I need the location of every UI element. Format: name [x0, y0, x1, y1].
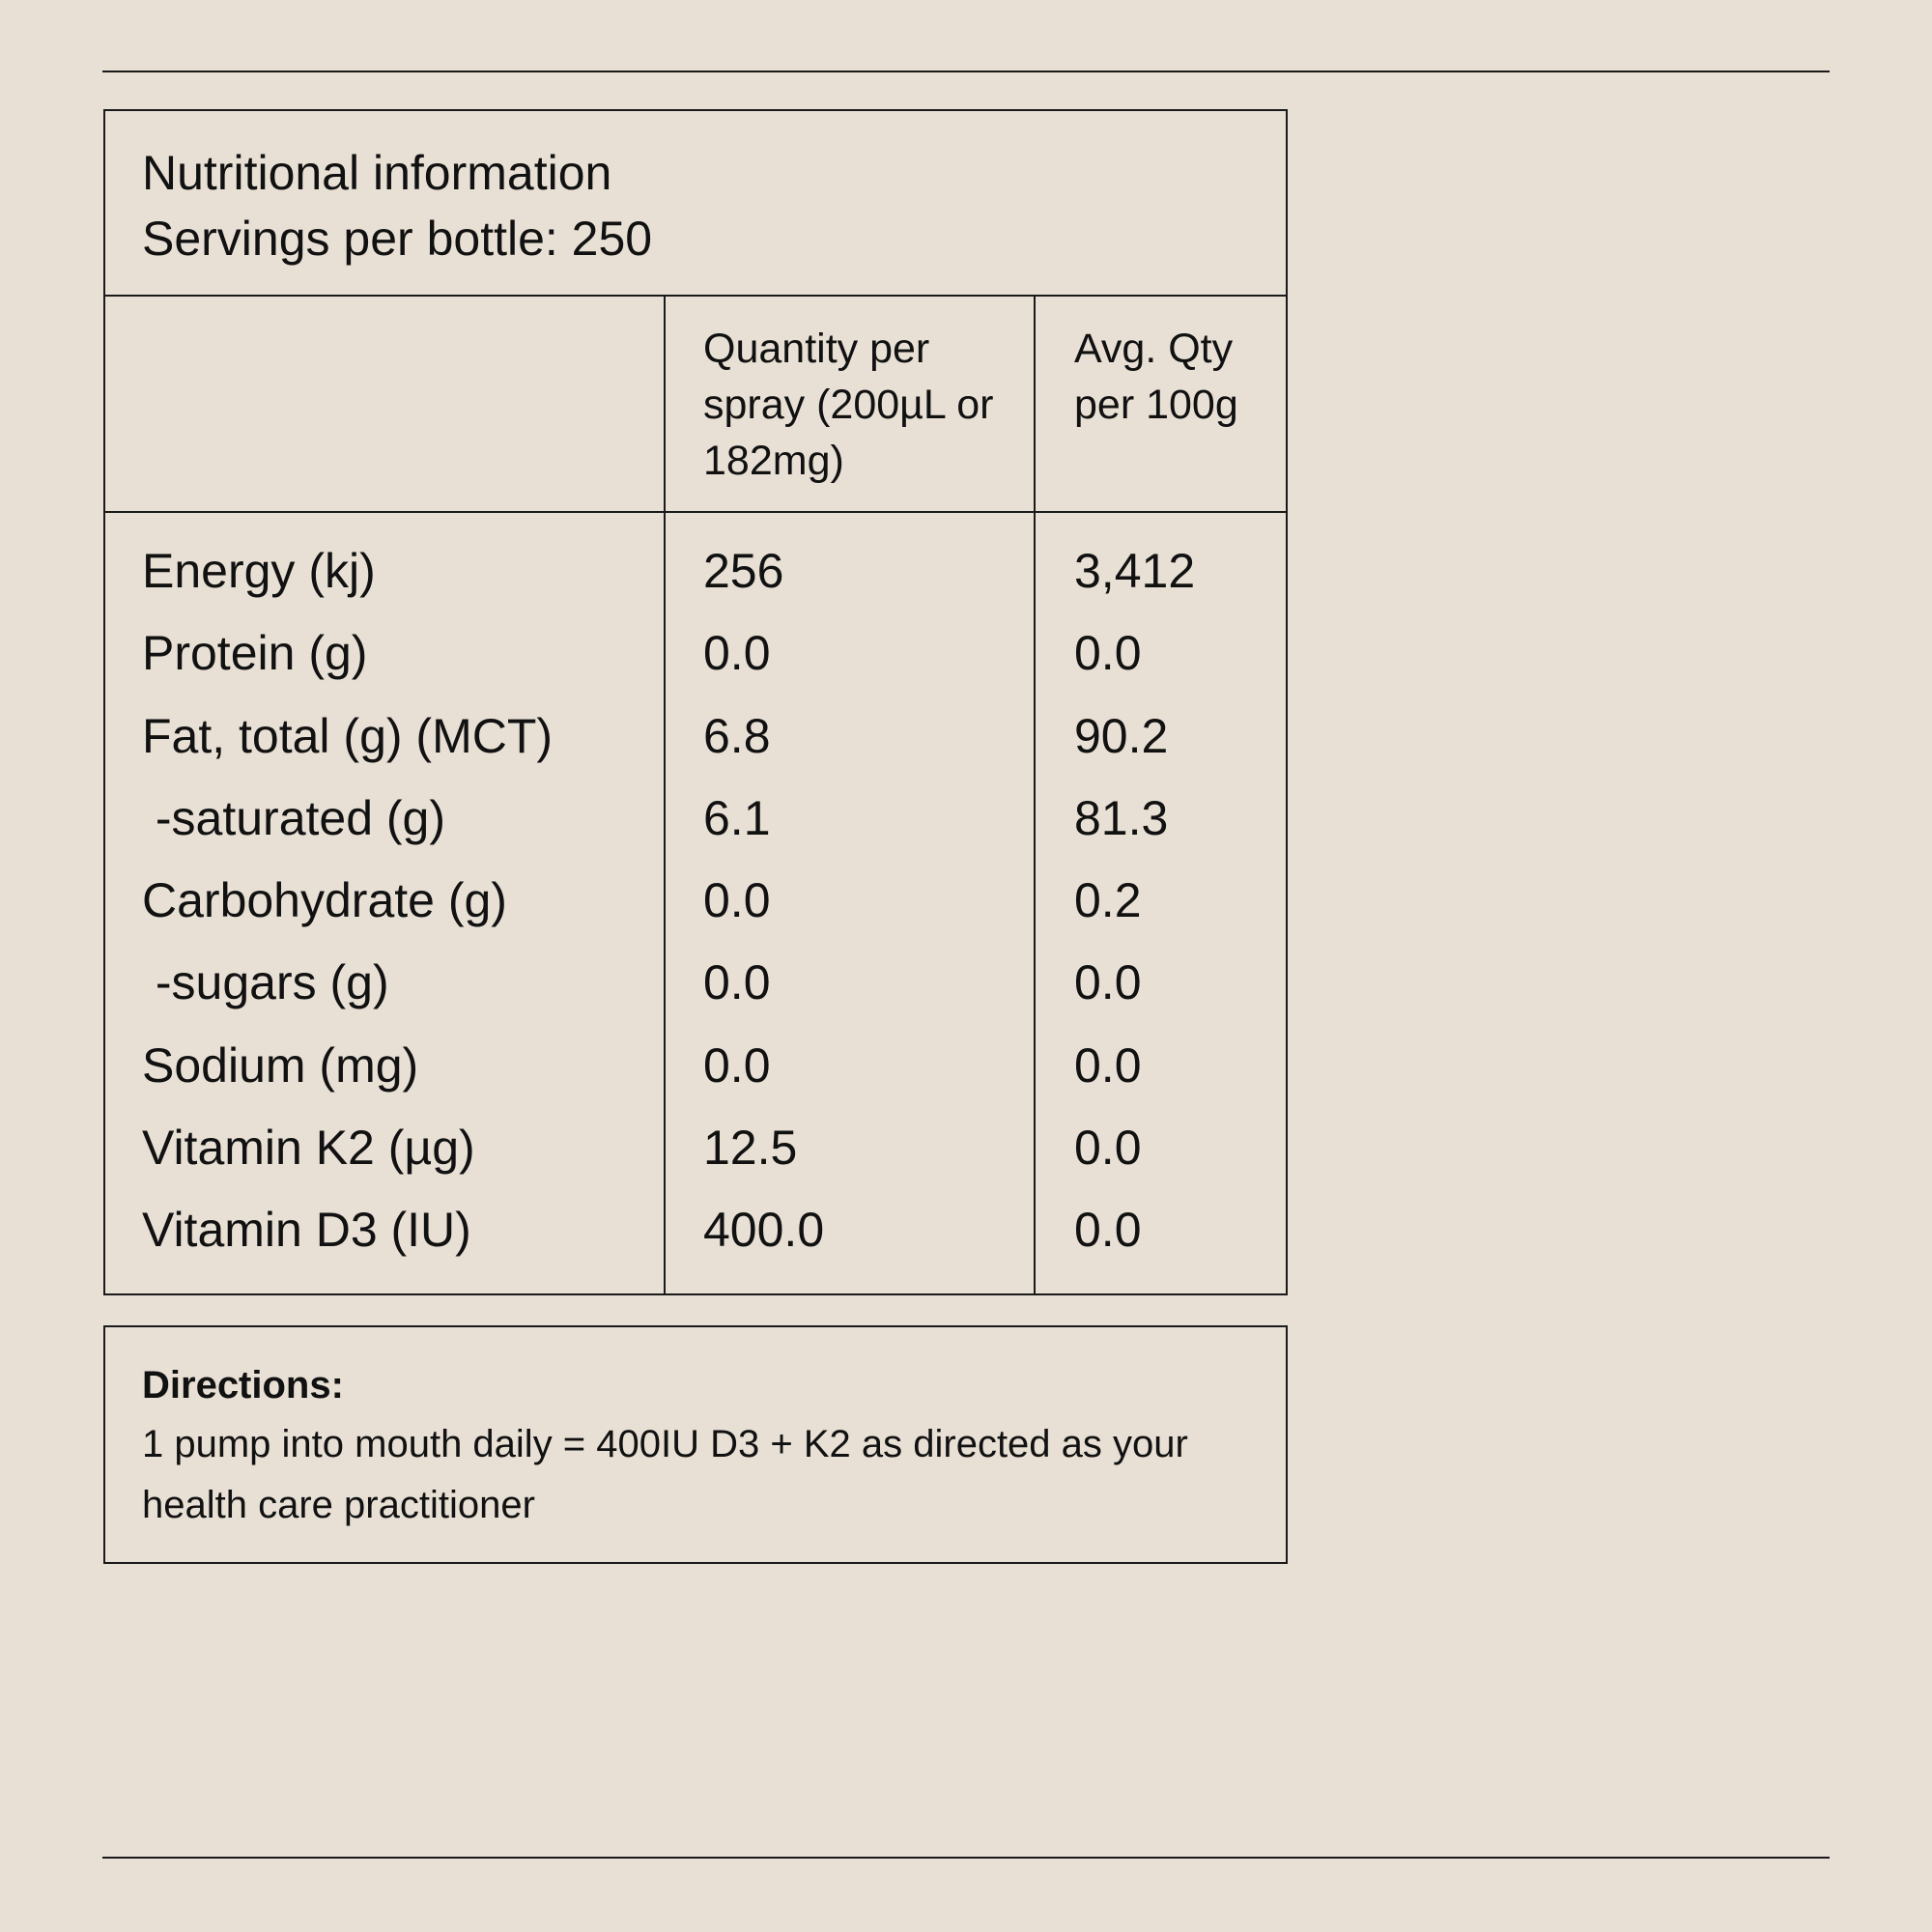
table-row: [105, 871, 1286, 953]
nutrition-header: [105, 111, 1286, 297]
servings-per-bottle: Servings per bottle: 250: [142, 212, 653, 266]
column-header-per-serving: Quantity per spray (200µL or 182mg): [703, 326, 994, 484]
per-serving-value: 0.0: [703, 955, 771, 1010]
per-serving-value: 12.5: [703, 1121, 798, 1176]
nutrient-name: Sodium (mg): [142, 1037, 419, 1093]
table-row: [105, 542, 1286, 624]
directions-title: Directions:: [142, 1364, 344, 1406]
per-serving-value: 0.0: [703, 873, 771, 928]
nutrient-name: Vitamin D3 (IU): [142, 1203, 471, 1258]
nutrient-name: Carbohydrate (g): [142, 873, 507, 928]
table-row: [105, 624, 1286, 706]
table-row: [105, 789, 1286, 871]
per-serving-value: 6.1: [703, 790, 771, 845]
per-serving-value: 256: [703, 544, 784, 598]
table-row: [105, 1037, 1286, 1119]
per-100g-value: 0.0: [1074, 626, 1142, 681]
nutrition-title: Nutritional information: [142, 146, 612, 200]
top-divider: [102, 71, 1830, 72]
per-serving-value: 0.0: [703, 626, 771, 681]
per-serving-value: 0.0: [703, 1037, 771, 1093]
per-100g-value: 0.0: [1074, 1037, 1142, 1093]
directions-panel: [103, 1325, 1288, 1564]
nutrient-name: Vitamin K2 (µg): [142, 1121, 475, 1176]
header-row-divider: [105, 511, 1286, 513]
per-100g-value: 0.0: [1074, 1121, 1142, 1176]
per-serving-value: 6.8: [703, 708, 771, 763]
table-row: [105, 1201, 1286, 1283]
column-header-per-100g: Avg. Qty per 100g: [1074, 326, 1238, 428]
nutrition-panel: [103, 109, 1288, 1295]
per-serving-value: 400.0: [703, 1203, 825, 1258]
table-row: [105, 953, 1286, 1036]
per-100g-value: 3,412: [1074, 544, 1196, 598]
per-100g-value: 81.3: [1074, 790, 1169, 845]
table-row: [105, 707, 1286, 789]
nutrient-name: Energy (kj): [142, 544, 376, 598]
table-row: [105, 1119, 1286, 1201]
per-100g-value: 0.0: [1074, 955, 1142, 1010]
nutrient-name: Fat, total (g) (MCT): [142, 708, 554, 763]
nutrient-name: -sugars (g): [142, 955, 389, 1010]
per-100g-value: 0.2: [1074, 873, 1142, 928]
nutrient-rows: [105, 542, 1286, 1284]
per-100g-value: 0.0: [1074, 1203, 1142, 1258]
nutrient-name: Protein (g): [142, 626, 368, 681]
per-100g-value: 90.2: [1074, 708, 1169, 763]
nutrition-table: [105, 297, 1286, 1293]
directions-text: 1 pump into mouth daily = 400IU D3 + K2 as directed as your health care practitioner: [142, 1423, 1188, 1526]
nutrient-name: -saturated (g): [142, 790, 446, 845]
bottom-divider: [102, 1857, 1830, 1859]
